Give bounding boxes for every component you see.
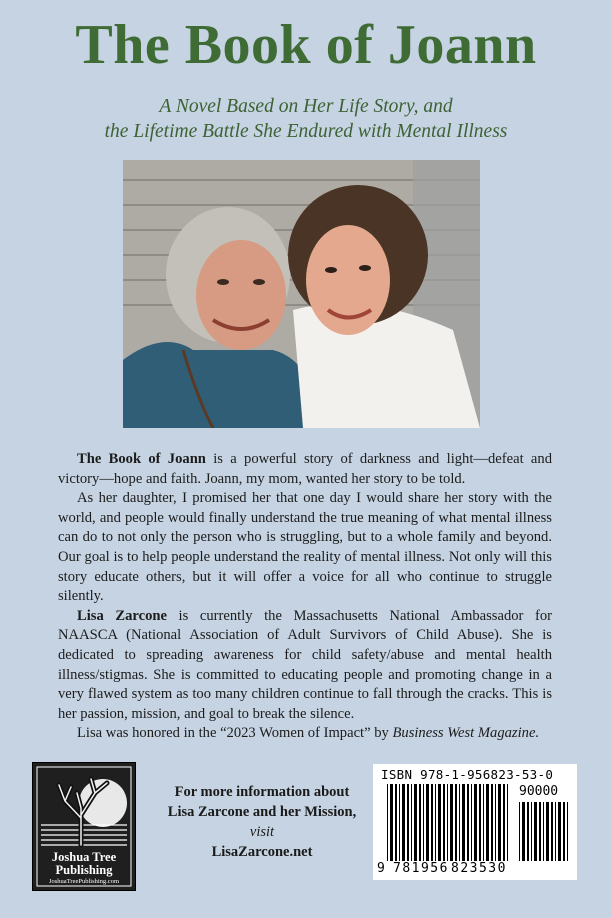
barcode-bar xyxy=(486,784,489,861)
description-paragraph-2: As her daughter, I promised her that one day I would share her story with the world, and people would finally understand the true meaning of what mental illness can do to not only the person who is struggling, but to a whole family and beyond. Our goal is to help people understand the reality of mental illness. Not only will this story educate others, but it will offer a voice for all who continue to struggle silently. xyxy=(58,490,552,605)
barcode-bar xyxy=(558,802,561,861)
back-cover-description xyxy=(58,450,552,744)
info-line-2: Lisa Zarcone and her Mission, xyxy=(167,804,357,820)
barcode-bar xyxy=(507,784,508,861)
info-line-3: visit xyxy=(249,824,275,840)
barcode-bar xyxy=(503,784,505,861)
barcode-bar xyxy=(443,784,445,861)
barcode-bar xyxy=(438,784,441,861)
price-code: 90000 xyxy=(519,784,559,799)
author-photo xyxy=(123,160,480,428)
barcode-bar xyxy=(479,784,481,861)
more-info-block xyxy=(150,782,374,862)
barcode-bar xyxy=(399,784,400,861)
author-bio-text: is currently the Massachusetts National Ambassador for NAASCA (National Association of Adult Survivors of Child Abuse). She is dedicated to spreading awareness for child safety/abuse and mental health illness/stigmas. She is committed to educating people and promoting change in a very flawed system as too many children continue to fall through the cracks. This is her passion, mission, and goal to break the silence. xyxy=(58,607,553,722)
book-subtitle xyxy=(0,94,612,144)
info-line-1: For more information about xyxy=(174,784,350,800)
isbn-label: ISBN 978-1-956823-53-0 xyxy=(381,767,554,782)
barcode-bar xyxy=(423,784,424,861)
barcode-bar xyxy=(534,802,537,861)
barcode-bar xyxy=(563,802,565,861)
barcode-bar xyxy=(531,802,532,861)
publisher-url: JoshuaTreePublishing.com xyxy=(49,878,119,885)
book-title: The Book of Joann xyxy=(75,14,537,76)
publisher-name-line-2: Publishing xyxy=(55,863,113,877)
barcode-bar xyxy=(474,784,477,861)
barcode-bar xyxy=(519,802,520,861)
barcode-bar xyxy=(431,784,433,861)
barcode-bar xyxy=(447,784,448,861)
description-paragraph-1 xyxy=(58,450,552,489)
barcode-bar xyxy=(567,802,568,861)
barcode-bar xyxy=(459,784,460,861)
author-name-inline: Lisa Zarcone xyxy=(77,607,167,624)
barcode-bar xyxy=(435,784,436,861)
barcode-bar xyxy=(462,784,465,861)
barcode-digits-group-2: 823530 xyxy=(451,861,507,876)
barcode-bar xyxy=(411,784,412,861)
barcode-bar xyxy=(555,802,556,861)
barcode-bar xyxy=(543,802,544,861)
barcode-bar xyxy=(546,802,549,861)
barcode-bar xyxy=(390,784,393,861)
author-bio-paragraph xyxy=(58,607,552,725)
publisher-logo xyxy=(32,762,136,891)
barcode-bar xyxy=(467,784,469,861)
barcode-bar xyxy=(426,784,429,861)
barcode-bar xyxy=(527,802,529,861)
barcode-bar xyxy=(498,784,501,861)
isbn-barcode xyxy=(373,764,577,880)
barcode-digits-group-1: 781956 xyxy=(393,861,449,876)
barcode-bar xyxy=(455,784,457,861)
award-paragraph xyxy=(58,724,552,744)
barcode-bar xyxy=(419,784,421,861)
publisher-name-line-1: Joshua Tree xyxy=(51,850,117,864)
barcode-bar xyxy=(387,784,388,861)
description-p1-text: is a powerful story of darkness and light—defeat and victory—hope and faith. Joann, my mom, wanted her story to be told. xyxy=(58,451,553,487)
barcode-bar xyxy=(402,784,405,861)
book-title-inline: The Book of Joann xyxy=(77,451,206,467)
website-link[interactable]: LisaZarcone.net xyxy=(211,844,313,860)
barcode-bar xyxy=(450,784,453,861)
barcode-bar xyxy=(483,784,484,861)
barcode-digit-first: 9 xyxy=(377,861,385,876)
barcode-bar xyxy=(395,784,397,861)
photo-illustration xyxy=(123,160,480,428)
barcode-bar xyxy=(407,784,409,861)
barcode-bar xyxy=(414,784,417,861)
magazine-name: Business West Magazine. xyxy=(392,725,540,742)
barcode-bar xyxy=(551,802,553,861)
subtitle-line-1: A Novel Based on Her Life Story, and xyxy=(159,96,453,117)
barcode-bar xyxy=(539,802,541,861)
barcode-bar xyxy=(471,784,472,861)
barcode-bar xyxy=(491,784,493,861)
award-text: Lisa was honored in the “2023 Women of Impact” by xyxy=(77,725,393,742)
barcode-bar xyxy=(522,802,525,861)
barcode-bar xyxy=(495,784,496,861)
subtitle-line-2: the Lifetime Battle She Endured with Mental Illness xyxy=(104,121,508,142)
